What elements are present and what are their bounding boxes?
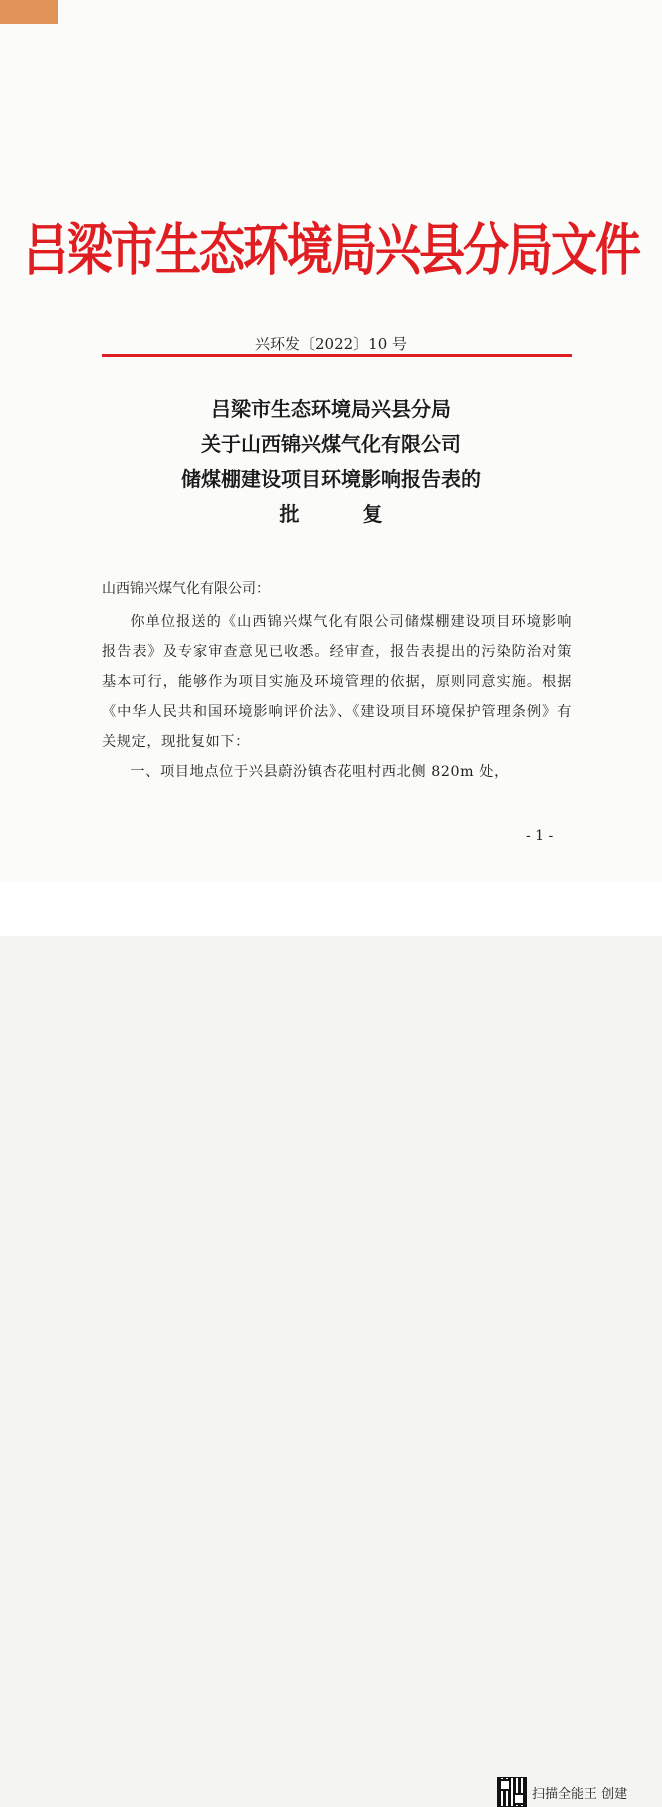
addressee: 山西锦兴煤气化有限公司： bbox=[102, 581, 270, 597]
body-text bbox=[102, 607, 572, 787]
body-paragraph-2: 一、项目地点位于兴县蔚汾镇杏花咀村西北侧 820m 处， bbox=[130, 764, 509, 780]
body-paragraph-1: 你单位报送的《山西锦兴煤气化有限公司储煤棚建设项目环境影响报告表》及专家审查意见已收悉。经审查，报告表提出的污染防治对策基本可行，能够作为项目实施及环境管理的依据，原则同意实施。根据《中华人民共和国环境影响评价法》、《建设项目环境保护管理条例》有关规定，现批复如下： bbox=[102, 614, 572, 750]
doc-number: 兴环发〔2022〕10 号 bbox=[254, 335, 408, 353]
subject-line-4: 批 复 bbox=[279, 502, 411, 526]
scanner-label: 扫描全能王 创建 bbox=[532, 1787, 628, 1802]
subject-line-1: 吕梁市生态环境局兴县分局 bbox=[211, 397, 451, 421]
page-number: - 1 - bbox=[526, 828, 554, 844]
qr-code-icon bbox=[497, 1777, 527, 1807]
orange-tab-marker bbox=[0, 0, 58, 24]
subject-line-3: 储煤棚建设项目环境影响报告表的 bbox=[181, 467, 481, 491]
scanner-footer bbox=[0, 883, 662, 1802]
subject-line-2: 关于山西锦兴煤气化有限公司 bbox=[201, 432, 461, 456]
red-divider bbox=[102, 354, 572, 357]
subject-heading bbox=[0, 392, 662, 532]
agency-title: 吕梁市生态环境局兴县分局文件 bbox=[23, 216, 639, 283]
